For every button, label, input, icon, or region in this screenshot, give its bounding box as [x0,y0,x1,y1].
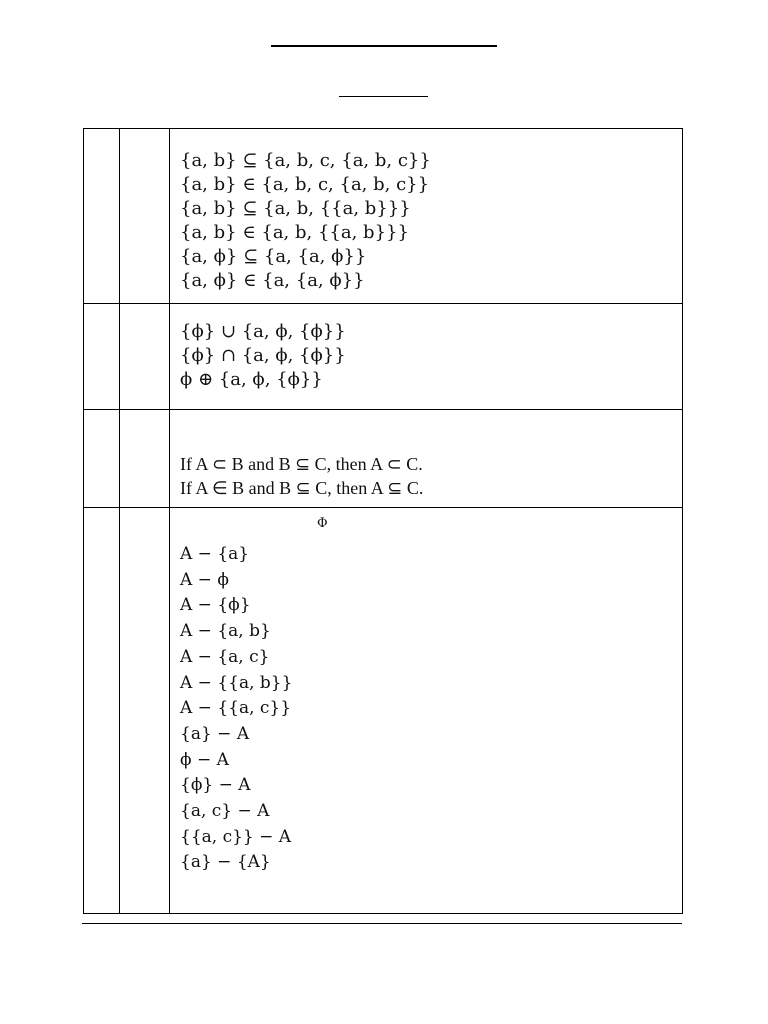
expression-line: {a, ϕ} ⊆ {a, {a, ϕ}} [180,246,367,267]
number-cell [84,508,120,914]
expression-line: A − {a, b} [180,621,271,642]
number-cell [84,304,120,410]
expression-line: {ϕ} ∪ {a, ϕ, {ϕ}} [180,321,346,342]
title-rule [271,45,497,47]
marks-cell [120,410,170,508]
exercise-row-2 [84,304,683,410]
expression-line: {a} − {A} [180,852,271,873]
expression-line: A − {{a, b}} [180,672,293,693]
exercise-row-1 [84,129,683,304]
expression-line: {a, b} ∈ {a, b, c, {a, b, c}} [180,174,430,195]
expression-line: {a, b} ⊆ {a, b, c, {a, b, c}} [180,150,431,171]
expression-line: A − {ϕ} [180,595,251,616]
content-cell [170,410,683,508]
expression-line: {{a, c}} − A [180,826,292,847]
expression-line: {a, b} ∈ {a, b, {{a, b}}} [180,222,409,243]
expression-line: A − ϕ [180,569,229,590]
expression-line: ϕ − A [180,749,229,770]
expression-line: {ϕ} ∩ {a, ϕ, {ϕ}} [180,345,346,366]
expression-line: {a} − A [180,723,250,744]
statement-line: If A ∈ B and B ⊆ C, then A ⊆ C. [180,478,424,498]
number-cell [84,410,120,508]
marks-cell [120,304,170,410]
exercise-row-4 [84,508,683,914]
phi-symbol: Φ [317,516,328,531]
content-cell [170,304,683,410]
expression-line: {a, ϕ} ∈ {a, {a, ϕ}} [180,270,365,291]
content-cell [170,508,683,914]
number-cell [84,129,120,304]
expression-line: ϕ ⊕ {a, ϕ, {ϕ}} [180,369,323,390]
content-cell [170,129,683,304]
expression-line: A − {a, c} [180,646,270,667]
expression-line: A − {a} [180,544,250,564]
subtitle-rule [339,96,428,97]
marks-cell [120,129,170,304]
expression-line: A − {{a, c}} [180,698,292,719]
expression-line: {a, b} ⊆ {a, b, {{a, b}}} [180,198,411,219]
expression-line: {a, c} − A [180,801,270,822]
footer-rule [82,923,682,924]
statement-line: If A ⊂ B and B ⊆ C, then A ⊂ C. [180,454,423,474]
marks-cell [120,508,170,914]
exercise-table [83,128,683,914]
exercise-row-3 [84,410,683,508]
expression-line: {ϕ} − A [180,775,251,796]
